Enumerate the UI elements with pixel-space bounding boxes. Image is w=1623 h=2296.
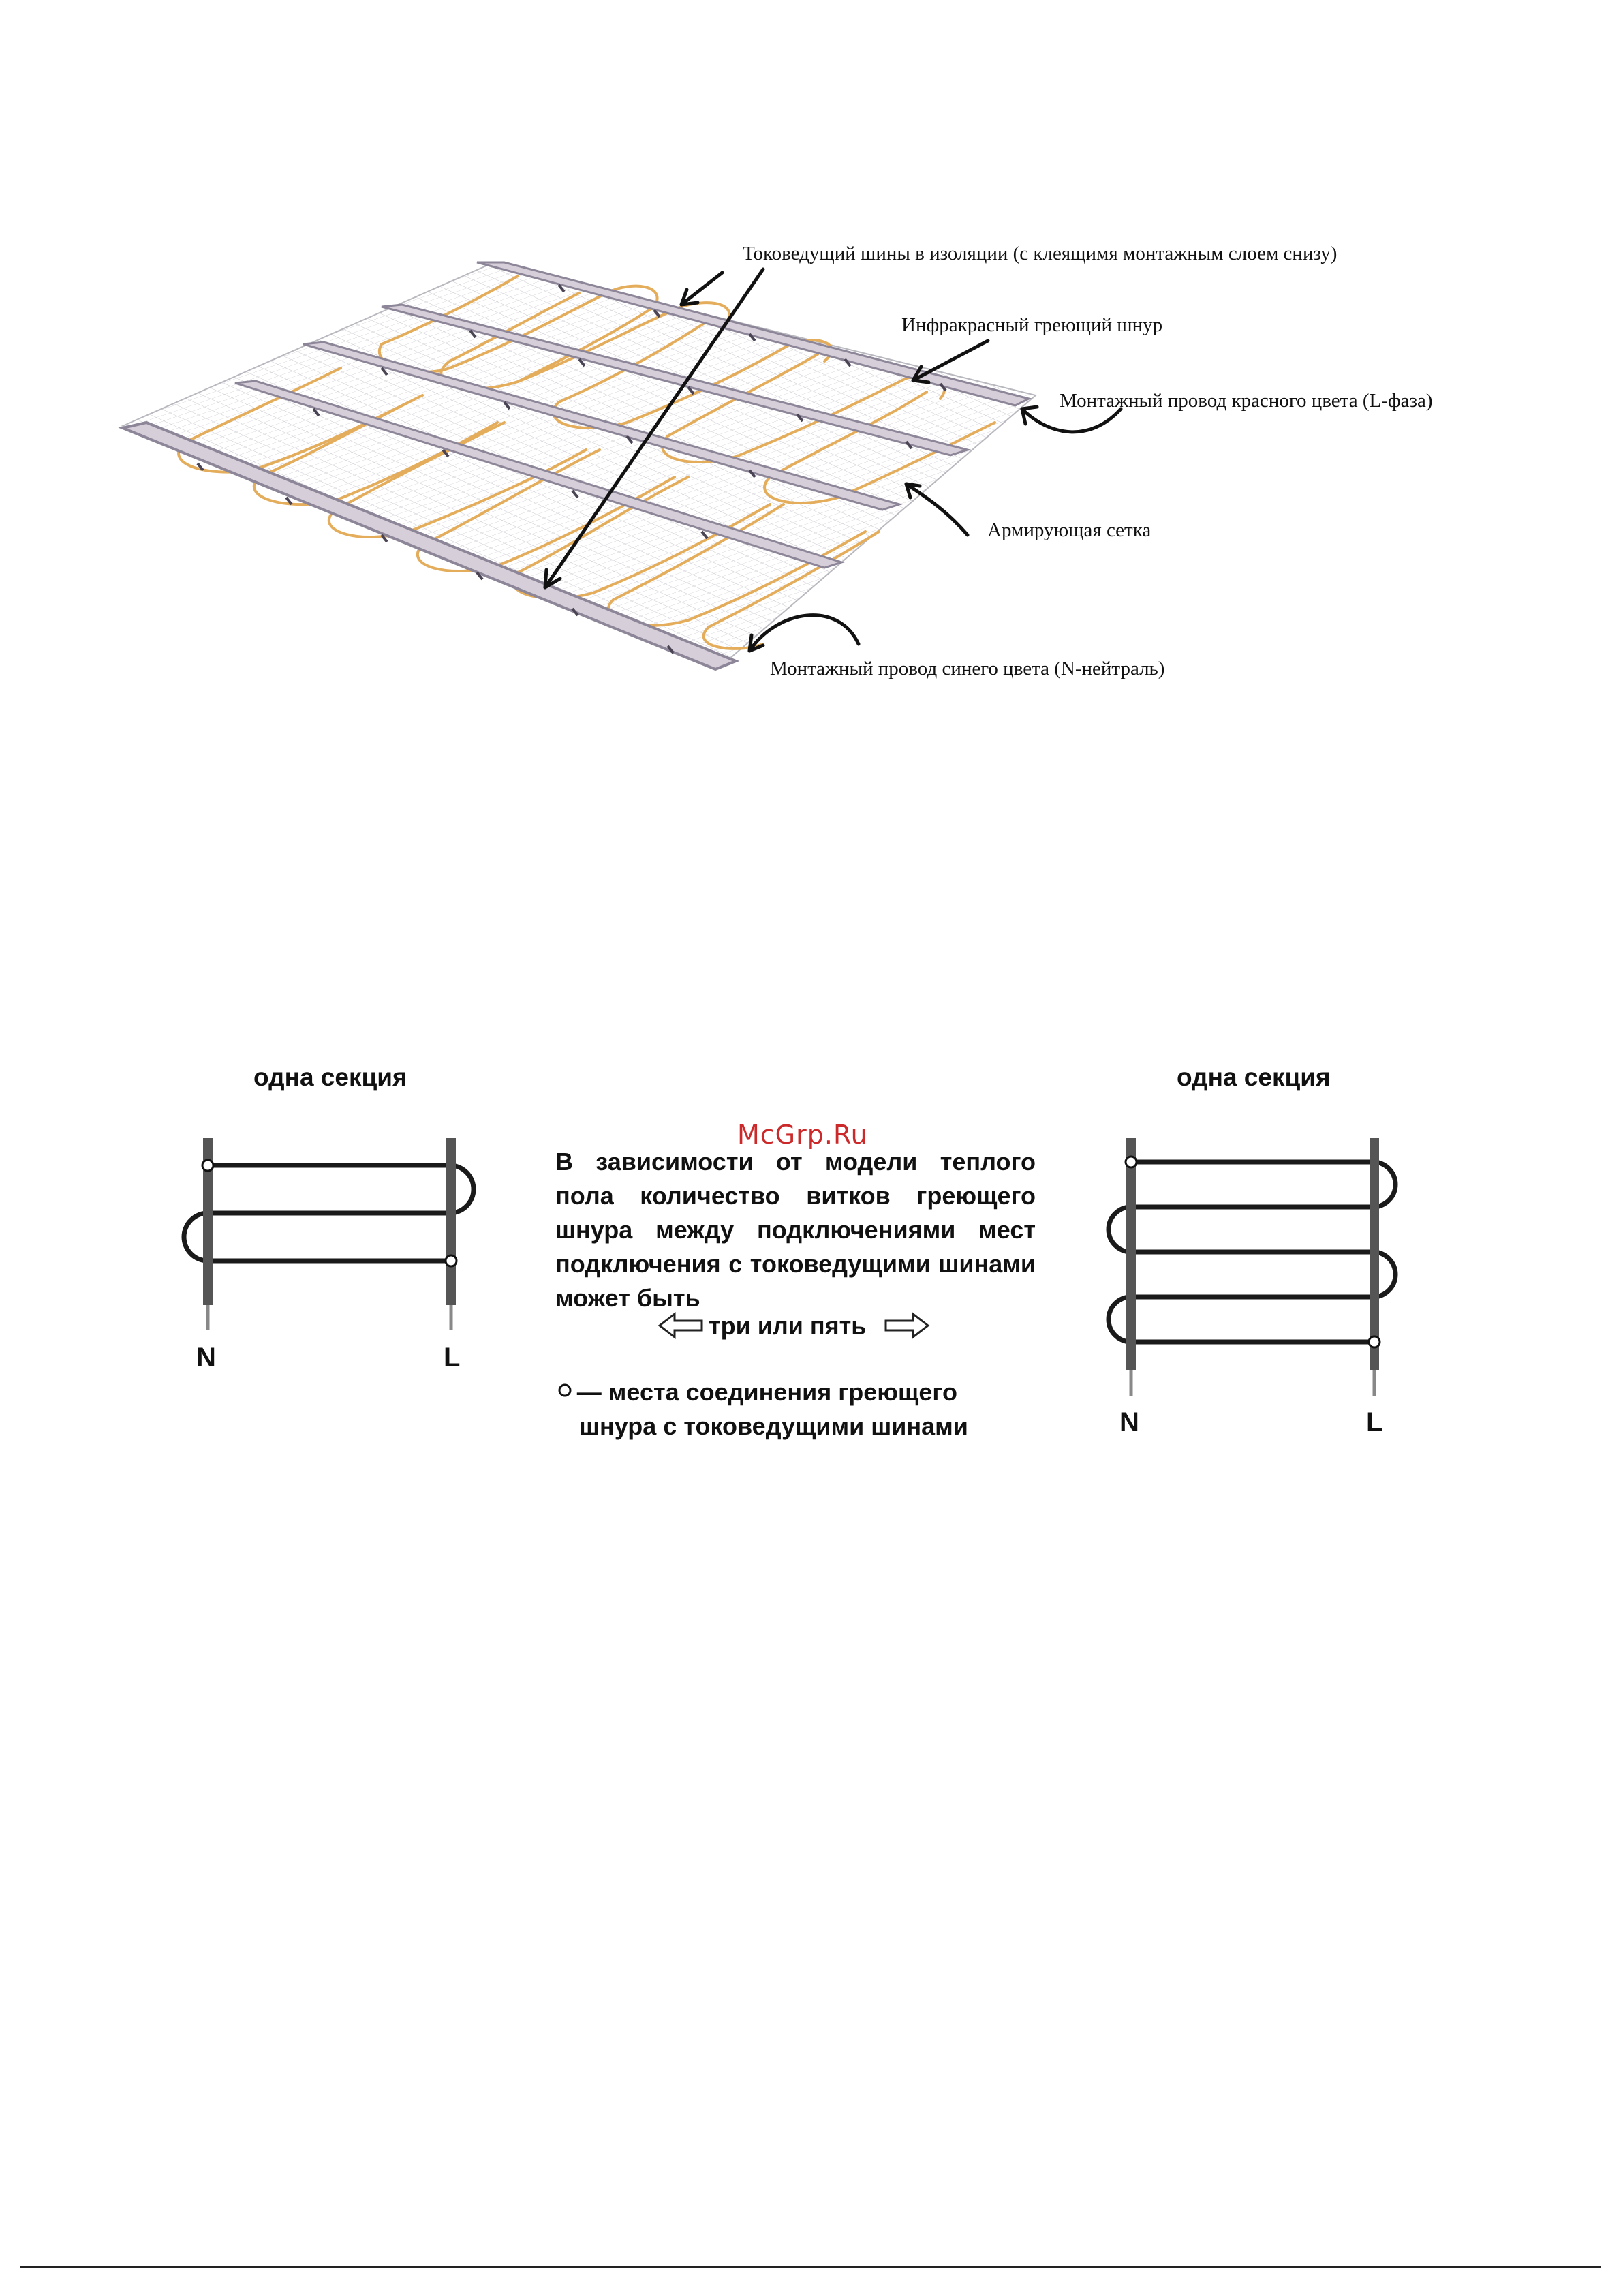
right-n-busbar <box>1126 1138 1136 1370</box>
right-l-busbar <box>1370 1138 1379 1370</box>
right-connection-point-n <box>1126 1157 1137 1167</box>
watermark: McGrp.Ru <box>737 1120 868 1150</box>
label-blue-wire: Монтажный провод синего цвета (N-нейтраль) <box>770 658 1165 679</box>
label-busbars: Токоведущий шины в изоляции (с клеящимя монтажным слоем снизу) <box>743 243 1338 264</box>
left-connection-point-n <box>202 1160 213 1171</box>
right-label-l: L <box>1366 1407 1383 1437</box>
right-diagram <box>1109 1063 1395 1437</box>
label-red-wire: Монтажный провод красного цвета (L-фаза) <box>1060 390 1433 412</box>
legend <box>555 1375 1046 1443</box>
label-mesh: Армирующая сетка <box>987 519 1151 541</box>
label-infrared-cord: Инфракрасный греющий шнур <box>901 314 1163 336</box>
left-connection-point-l <box>446 1255 457 1266</box>
left-label-l: L <box>444 1343 461 1373</box>
left-hollow-arrow-icon <box>660 1314 702 1337</box>
right-connection-point-l <box>1369 1336 1380 1347</box>
options-text: три или пять <box>709 1312 867 1340</box>
right-label-n: N <box>1119 1407 1139 1437</box>
left-diagram-title: одна секция <box>253 1063 407 1091</box>
right-diagram-title: одна секция <box>1177 1063 1331 1091</box>
left-diagram <box>184 1063 474 1373</box>
left-label-n: N <box>196 1343 216 1373</box>
options-row <box>660 1312 928 1340</box>
legend-line-1: — места соединения греющего <box>576 1378 957 1406</box>
legend-line-2: шнура с токоведущими шинами <box>579 1412 968 1440</box>
description-paragraph: В зависимости от модели теплого пола количество витков греющего шнура между подключениями мест подключения с токоведущими шинами может быть <box>555 1148 1036 1312</box>
page-bottom-rule <box>20 2266 1601 2268</box>
right-hollow-arrow-icon <box>886 1314 928 1337</box>
left-l-busbar <box>446 1138 456 1305</box>
